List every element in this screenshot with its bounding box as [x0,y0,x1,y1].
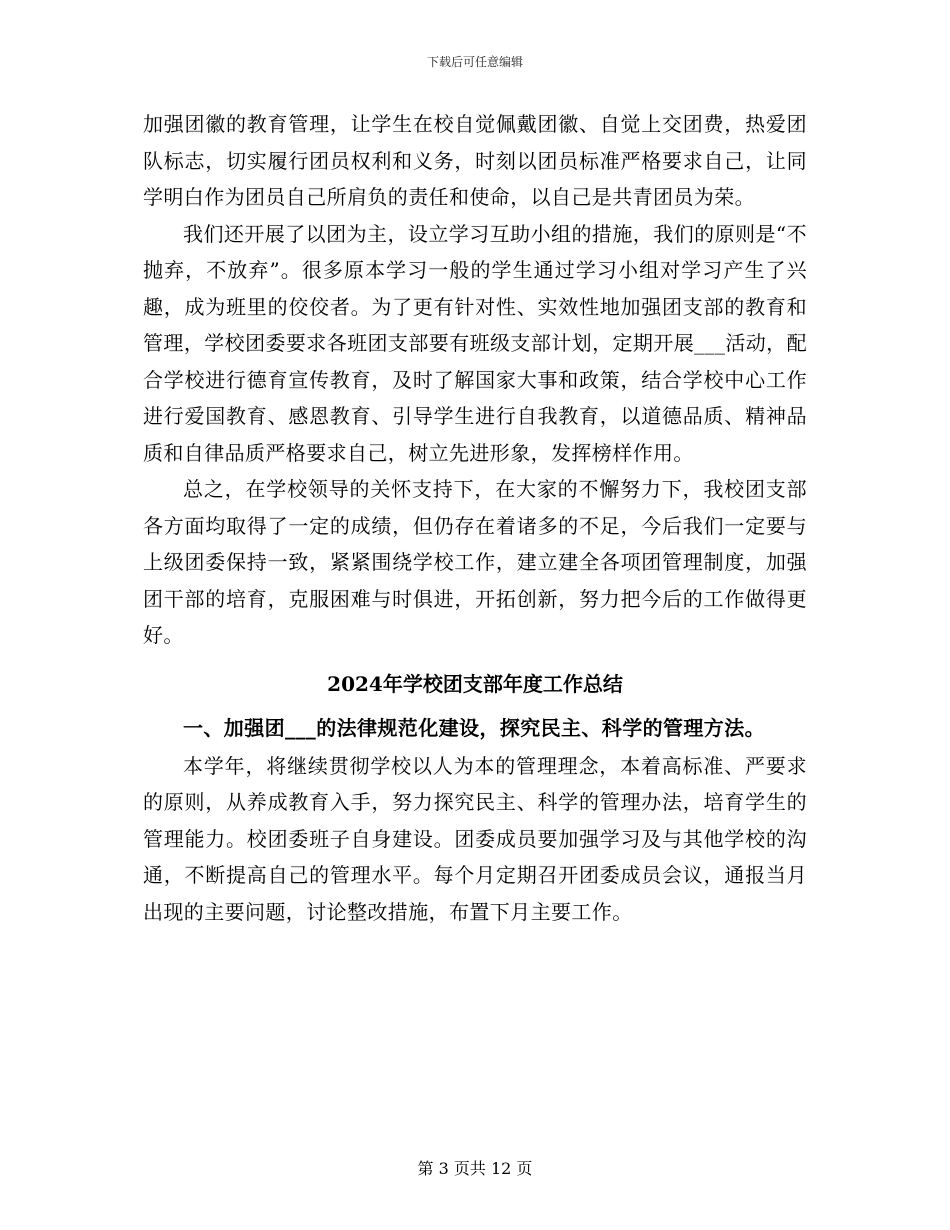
paragraph-continuation: 加强团徽的教育管理，让学生在校自觉佩戴团徽、自觉上交团费，热爱团队标志，切实履行团员权利和义务，时刻以团员标准严格要求自己，让同学明白作为团员自己所肩负的责任和使命，以自己是共青团员为荣。 [143,112,807,209]
header-note: 下载后可任意编辑 [426,55,523,69]
document-title: 2024年学校团支部年度工作总结 [327,671,623,696]
document-body [143,106,807,930]
paragraph-section-one: 本学年，将继续贯彻学校以人为本的管理理念，本着高标准、严要求的原则，从养成教育入手，努力探究民主、科学的管理办法，培育学生的管理能力。校团委班子自身建设。团委成员要加强学习及与其他学校的沟通，不断提高自己的管理水平。每个月定期召开团委成员会议，通报当月出现的主要问题，讨论整改措施，布置下月主要工作。 [143,753,807,924]
section-heading: 一、加强团___的法律规范化建设，探究民主、科学的管理方法。 [183,715,765,740]
paragraph-study-groups: 我们还开展了以团为主，设立学习互助小组的措施，我们的原则是“不抛弃，不放弃”。很多原本学习一般的学生通过学习小组对学习产生了兴趣，成为班里的佼佼者。为了更有针对性、实效性地加强团支部的教育和管理，学校团委要求各班团支部要有班级支部计划，定期开展___活动，配合学校进行德育宣传教育，及时了解国家大事和政策，结合学校中心工作进行爱国教育、感恩教育、引导学生进行自我教育，以道德品质、精神品质和自律品质严格要求自己，树立先进形象，发挥榜样作用。 [143,221,807,465]
page-number: 第 3 页共 12 页 [417,1159,533,1178]
paragraph-conclusion: 总之，在学校领导的关怀支持下，在大家的不懈努力下，我校团支部各方面均取得了一定的成绩，但仍存在着诸多的不足，今后我们一定要与上级团委保持一致，紧紧围绕学校工作，建立建全各项团管理制度，加强团干部的培育，克服困难与时俱进，开拓创新，努力把今后的工作做得更好。 [143,477,807,647]
